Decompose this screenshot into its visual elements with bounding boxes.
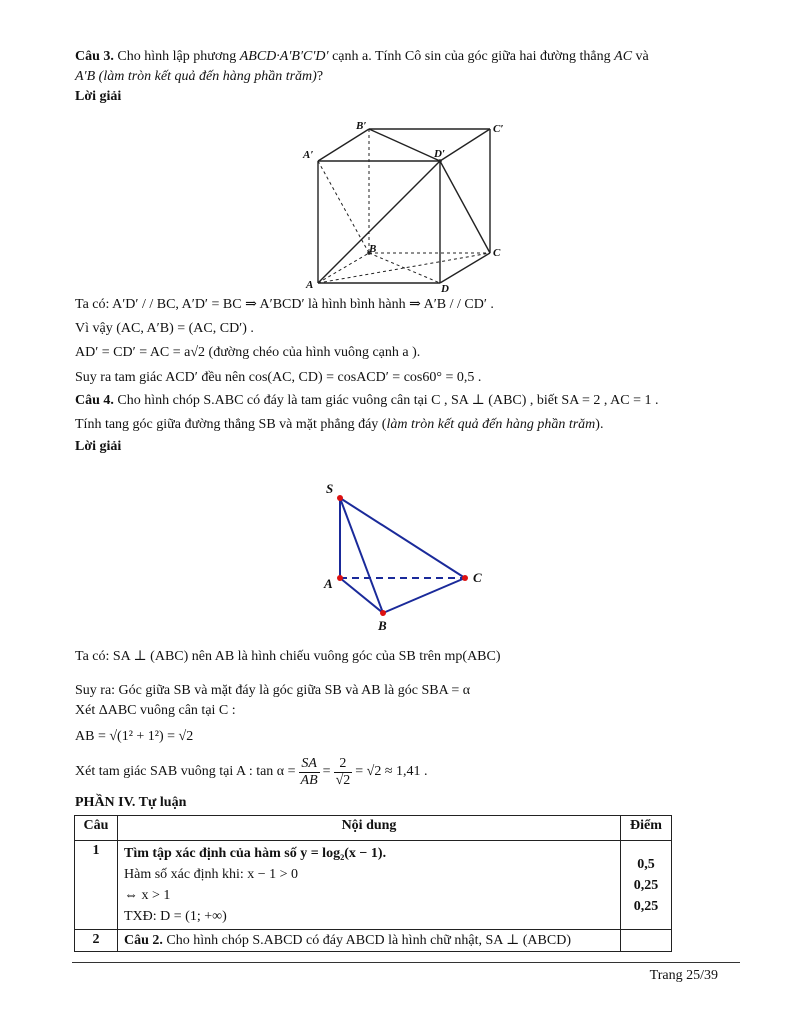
row1-title: Tìm tập xác định của hàm số y = log₂(x − 1). (124, 846, 387, 861)
cube-label-c: C (493, 247, 501, 259)
q3-sol-line2: Vì vậy (AC, A′B) = (AC, CD′) . (75, 321, 254, 336)
q3-line1 (75, 48, 649, 66)
q4-frac2 (334, 756, 353, 789)
pyramid-label-a: A (324, 576, 333, 591)
q4-text2b: làm tròn kết quả đến hàng phần trăm (386, 417, 596, 432)
q3-text2: cạnh a. Tính Cô sin của góc giữa hai đường thẳng (328, 49, 615, 64)
q3-line2 (75, 68, 323, 86)
row2-title: Câu 2. (124, 933, 163, 948)
q4-line1 (75, 392, 659, 410)
q4-sol5-pre: Xét tam giác SAB vuông tại A : tan α = (75, 764, 296, 779)
q4-sol-line2: Suy ra: Góc giữa SB và mặt đáy là góc giữa SB và AB là góc SBA = α (75, 683, 471, 698)
cube-label-a1: A′ (303, 149, 314, 161)
table-row (75, 930, 672, 952)
row2-points (621, 930, 672, 952)
pyramid-figure (318, 478, 498, 638)
cube-label-d1: D′ (434, 148, 446, 160)
q4-text1: Cho hình chóp S.ABC có đáy là tam giác vuông cân tại C , SA ⊥ (ABC) , biết SA = 2 , AC = 1 . (113, 393, 659, 408)
q3-sol-line3: AD′ = CD′ = AC = a√2 (đường chéo của hình vuông cạnh a ). (75, 345, 421, 360)
q4-title: Câu 4. (75, 393, 114, 408)
row2-text: Cho hình chóp S.ABCD có đáy ABCD là hình chữ nhật, SA ⊥ (ABCD) (162, 933, 571, 948)
q3-sol-line1: Ta có: A′D′ / / BC, A′D′ = BC ⇒ A′BCD′ là hình bình hành ⇒ A′B / / CD′ . (75, 297, 494, 312)
q4-sol-line5 (75, 752, 428, 792)
q4-text2c: ). (595, 417, 604, 432)
q3-solution-label: Lời giải (75, 89, 122, 104)
q4-solution-label: Lời giải (75, 439, 122, 454)
q3-qmark: ? (316, 69, 324, 84)
row2-num: 2 (75, 930, 118, 952)
cube-label-d: D (441, 283, 449, 295)
q4-sol-line1: Ta có: SA ⊥ (ABC) nên AB là hình chiếu vuông góc của SB trên mp(ABC) (75, 649, 501, 664)
row1-line2: ⇔ x > 1 (124, 888, 171, 903)
q4-frac2-num: 2 (339, 755, 347, 771)
q4-sol-line3: Xét ΔABC vuông cân tại C : (75, 703, 236, 718)
cube-label-c1: C′ (493, 123, 504, 135)
pyramid-label-b: B (378, 618, 387, 633)
pyramid-label-s: S (326, 481, 334, 496)
q4-line2 (75, 416, 603, 434)
q4-frac1 (299, 756, 320, 789)
cube-label-a: A (306, 279, 314, 291)
q3-round-note: (làm tròn kết quả đến hàng phần trăm) (95, 69, 317, 84)
q4-eq: = (322, 764, 331, 779)
row1-points (621, 841, 672, 930)
header-diem: Điểm (621, 816, 672, 841)
q3-ac: AC (614, 49, 633, 64)
part4-table (74, 815, 672, 952)
row1-point1: 0,5 (637, 856, 655, 872)
header-cau: Câu (75, 816, 118, 841)
cube-figure (300, 118, 520, 296)
page-number: Trang 25/39 (649, 968, 718, 983)
q4-sol5-post: = √2 ≈ 1,41 . (355, 764, 428, 779)
q3-title: Câu 3. (75, 49, 114, 64)
table-header-row (75, 816, 672, 841)
table-row (75, 841, 672, 930)
footer-divider (72, 962, 740, 963)
row1-point3: 0,25 (633, 898, 659, 914)
pyramid-label-c: C (473, 570, 482, 585)
q3-and: và (632, 49, 649, 64)
row1-line3: TXĐ: D = (1; +∞) (124, 909, 227, 924)
q3-shape: ABCD·A′B′C′D′ (239, 49, 329, 64)
q4-frac1-num: SA (301, 755, 317, 771)
q4-text2a: Tính tang góc giữa đường thẳng SB và mặt phẳng đáy ( (75, 417, 387, 432)
row1-line1: Hàm số xác định khi: x − 1 > 0 (124, 867, 299, 882)
row1-point2: 0,25 (633, 877, 659, 893)
q4-frac2-den: √2 (335, 772, 351, 788)
q3-sol-line4: Suy ra tam giác ACD′ đều nên cos(AC, CD) = cosACD′ = cos60° = 0,5 . (75, 370, 482, 385)
q3-text1: Cho hình lập phương (113, 49, 240, 64)
header-noi-dung: Nội dung (118, 816, 621, 841)
row2-content (118, 930, 621, 952)
q4-frac1-den: AB (300, 772, 318, 788)
q4-sol-line4: AB = √(1² + 1²) = √2 (75, 729, 194, 744)
part4-heading: PHẦN IV. Tự luận (75, 795, 187, 810)
row1-num: 1 (75, 841, 118, 930)
cube-label-b: B (369, 243, 377, 255)
row1-content (118, 841, 621, 930)
q3-ab: A′B (75, 69, 96, 84)
cube-label-b1: B′ (356, 120, 367, 132)
